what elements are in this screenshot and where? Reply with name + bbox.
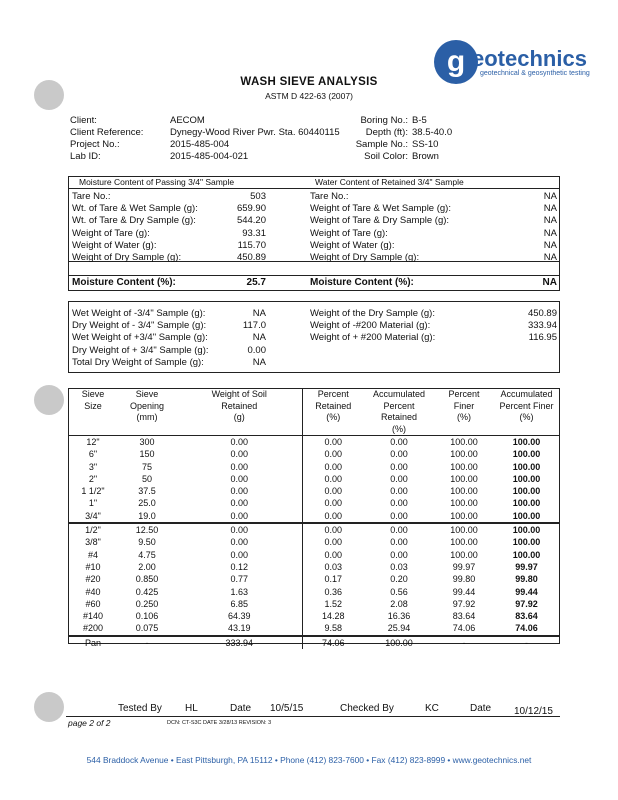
- sieve-table-box: [68, 388, 560, 648]
- sieve-cell: 74.06: [515, 623, 538, 634]
- column-header-line: Size: [84, 400, 102, 411]
- sieve-cell: 0.56: [390, 586, 408, 597]
- sieve-cell: 333.94: [225, 637, 254, 648]
- tested-date-value: 10/5/15: [270, 703, 304, 714]
- sieve-cell: 0.00: [230, 486, 249, 497]
- sieve-cell: 0.00: [390, 549, 408, 560]
- column-header-line: Sieve: [135, 389, 159, 399]
- sieve-cell: 1 1/2": [81, 486, 105, 497]
- pan-row: [69, 636, 559, 649]
- value-row: [307, 308, 560, 320]
- color-value: Brown: [412, 151, 439, 162]
- row-label: Weight of Tare & Wet Sample (g):: [310, 203, 451, 215]
- row-value: 503: [250, 191, 266, 202]
- sieve-row: [69, 448, 559, 460]
- sieve-row: [69, 485, 559, 497]
- sieve-cell: 6": [88, 449, 98, 460]
- value-row: [69, 345, 269, 357]
- row-label: Weight of -#200 Material (g):: [310, 320, 431, 332]
- sieve-cell: 0.00: [390, 498, 408, 509]
- sieve-cell: -: [462, 637, 466, 648]
- sieve-cell: 0.00: [390, 510, 408, 521]
- date-label: Date: [230, 703, 252, 714]
- sieve-cell: -: [145, 637, 149, 648]
- sieve-row: [69, 598, 559, 610]
- column-header-line: Finer: [453, 400, 475, 411]
- row-value: NA: [252, 332, 266, 344]
- row-label: Weight of + #200 Material (g):: [310, 332, 436, 344]
- column-header-line: Accumulated: [500, 389, 553, 399]
- client-label: Client:: [70, 115, 97, 126]
- sieve-cell: 99.80: [452, 574, 476, 585]
- footer-address: 544 Braddock Avenue • East Pittsburgh, PA 15112 • Phone (412) 823-7600 • Fax (412) 823-8999 • www.geotechnics.net: [86, 755, 532, 765]
- sieve-cell: #200: [82, 623, 104, 634]
- sieve-cell: 100.00: [450, 486, 478, 497]
- client-value: AECOM: [170, 115, 205, 126]
- column-header-line: Percent: [448, 389, 480, 399]
- row-value: NA: [252, 308, 266, 319]
- column-header-line: (%): [326, 412, 341, 422]
- sieve-cell: 9.58: [302, 622, 364, 635]
- sieve-cell: 1/2": [85, 525, 101, 536]
- value-row: [69, 203, 269, 215]
- right-moisture-table: [307, 191, 560, 264]
- sieve-cell: 100.00: [450, 549, 478, 560]
- sieve-cell: 99.44: [452, 586, 476, 597]
- row-value: 659.90: [236, 203, 266, 215]
- row-label: Weight of Water (g):: [310, 239, 395, 251]
- row-label: Weight of Tare (g):: [72, 227, 150, 239]
- column-header-line: Sieve: [81, 389, 105, 399]
- sample-weights-box: [68, 301, 560, 373]
- row-label: Dry Weight of + 3/4" Sample (g):: [72, 344, 209, 356]
- sieve-cell: 0.00: [390, 473, 408, 484]
- sieve-header-row: [69, 389, 559, 436]
- value-row: [307, 240, 560, 252]
- right-section-header: Water Content of Retained 3/4" Sample: [315, 177, 464, 187]
- row-value: 544.20: [236, 215, 266, 227]
- sample-info: [354, 115, 452, 163]
- sieve-cell: 0.00: [230, 461, 249, 472]
- row-label: Wet Weight of +3/4" Sample (g):: [72, 332, 208, 344]
- left-moisture-value: 25.7: [246, 277, 266, 288]
- sieve-cell: 19.0: [138, 510, 156, 521]
- sieve-row: [69, 622, 559, 635]
- sieve-cell: 16.36: [387, 611, 411, 622]
- value-row: [307, 191, 560, 203]
- sieve-cell: 97.92: [515, 598, 538, 609]
- boring-label: Boring No.:: [360, 115, 408, 126]
- sieve-cell: 100.00: [450, 473, 478, 484]
- row-value: NA: [543, 252, 557, 264]
- sieve-cell: 100.00: [512, 498, 541, 509]
- sieve-cell: 100.00: [512, 449, 541, 460]
- date-label: Date: [470, 703, 492, 714]
- sieve-row: [69, 436, 559, 449]
- sieve-cell: 100.00: [512, 461, 541, 472]
- sieve-cell: 0.00: [230, 525, 249, 536]
- sieve-cell: 6.85: [230, 598, 249, 609]
- sieve-cell: 9.50: [138, 537, 156, 548]
- sieve-row: [69, 497, 559, 509]
- sieve-cell: 0.00: [302, 523, 364, 536]
- sieve-cell: 150: [139, 449, 155, 460]
- sieve-row: [69, 536, 559, 548]
- row-value: NA: [543, 203, 557, 215]
- column-header-line: Accumulated: [372, 389, 426, 399]
- sieve-cell: 74.06: [452, 623, 476, 634]
- sieve-cell: 100.00: [450, 510, 478, 521]
- project-label: Project No.:: [70, 139, 120, 150]
- right-weights-table: [307, 308, 560, 345]
- column-header-line: Weight of Soil: [211, 389, 267, 399]
- sieve-table: [69, 389, 559, 649]
- binder-hole: [34, 692, 64, 722]
- row-label: Weight of Tare & Dry Sample (g):: [310, 215, 450, 227]
- column-header: [302, 389, 364, 436]
- row-value: 0.00: [247, 344, 266, 356]
- value-row: [307, 203, 560, 215]
- column-header: [434, 389, 494, 436]
- sieve-cell: 1.63: [230, 586, 249, 597]
- sieve-cell: 100.00: [450, 498, 478, 509]
- sieve-cell: 100.00: [450, 449, 478, 460]
- value-row: [307, 228, 560, 240]
- sieve-cell: 100.00: [450, 461, 478, 472]
- sieve-cell: 3": [88, 461, 98, 472]
- row-label: Tare No.:: [310, 191, 349, 202]
- value-row: [307, 332, 560, 344]
- sieve-cell: 99.97: [452, 561, 476, 572]
- depth-label: Depth (ft):: [365, 127, 408, 138]
- sieve-cell: 0.00: [230, 510, 249, 521]
- column-header: [117, 389, 177, 436]
- sieve-cell: 100.00: [512, 510, 541, 521]
- project-value: 2015-485-004: [170, 139, 230, 150]
- sieve-cell: -: [525, 637, 528, 648]
- client-info: [70, 115, 340, 163]
- sieve-cell: #40: [85, 586, 101, 597]
- column-header: [364, 389, 434, 436]
- sieve-cell: 0.03: [302, 561, 364, 573]
- moisture-content-box: [68, 176, 560, 291]
- logo-letter: g: [446, 45, 466, 78]
- sieve-row: [69, 573, 559, 585]
- column-header-line: Retained: [315, 400, 352, 411]
- value-row: [307, 252, 560, 264]
- value-row: [69, 215, 269, 227]
- checked-by-label: Checked By: [340, 703, 394, 714]
- sieve-cell: 99.97: [515, 561, 538, 572]
- sieve-cell: 83.64: [515, 611, 538, 622]
- sieve-cell: 25.0: [138, 498, 156, 509]
- sieve-row: [69, 510, 559, 523]
- row-label: Weight of Dry Sample (g):: [310, 252, 420, 264]
- row-value: NA: [252, 356, 266, 368]
- row-label: Total Dry Weight of Sample (g):: [72, 356, 204, 368]
- sieve-cell: 74.06: [302, 636, 364, 649]
- sieve-cell: 0.425: [135, 586, 159, 597]
- row-value: 116.95: [528, 332, 557, 344]
- sieve-cell: 0.03: [390, 561, 408, 572]
- value-row: [69, 308, 269, 320]
- column-header-line: Opening: [129, 400, 165, 411]
- logo-name: eotechnics: [472, 46, 587, 71]
- sieve-cell: 0.36: [302, 586, 364, 598]
- value-row: [307, 320, 560, 332]
- client-ref-label: Client Reference:: [70, 127, 144, 138]
- row-value: 450.89: [527, 308, 557, 319]
- sieve-cell: 0.00: [230, 473, 249, 484]
- sieve-cell: 0.250: [135, 598, 159, 609]
- right-moisture-value: NA: [542, 277, 557, 288]
- lab-label: Lab ID:: [70, 151, 101, 162]
- sieve-cell: 0.00: [390, 486, 408, 497]
- value-row: [69, 228, 269, 240]
- document-code: DCN: CT-S3C DATE 3/28/13 REVISION: 3: [167, 720, 272, 726]
- sieve-row: [69, 610, 559, 622]
- sieve-cell: #4: [87, 549, 98, 560]
- sieve-cell: 12": [86, 437, 100, 447]
- row-label: Weight of Tare (g):: [310, 227, 388, 239]
- sieve-cell: 0.00: [302, 461, 364, 473]
- sieve-cell: 0.00: [390, 449, 408, 460]
- sieve-cell: 75: [141, 461, 152, 472]
- sieve-cell: 0.00: [390, 525, 408, 536]
- boring-value: B-5: [412, 115, 427, 126]
- color-label: Soil Color:: [364, 151, 408, 162]
- sieve-cell: 3/4": [85, 510, 101, 521]
- left-moisture-label: Moisture Content (%):: [72, 277, 176, 288]
- sieve-cell: 100.00: [450, 525, 478, 536]
- sieve-cell: 100.00: [450, 437, 478, 447]
- value-row: [69, 240, 269, 252]
- sieve-cell: 99.44: [515, 586, 538, 597]
- row-label: Dry Weight of - 3/4" Sample (g):: [72, 320, 207, 332]
- sieve-cell: 0.00: [302, 485, 364, 497]
- sieve-cell: 64.39: [227, 611, 251, 622]
- left-moisture-table: [69, 191, 269, 264]
- row-label: Wt. of Tare & Dry Sample (g):: [72, 215, 196, 227]
- sieve-cell: 0.00: [302, 549, 364, 561]
- binder-hole: [34, 385, 64, 415]
- sieve-cell: #60: [85, 598, 101, 609]
- sieve-row: [69, 561, 559, 573]
- value-row: [69, 191, 269, 203]
- column-header-line: Percent Finer: [499, 400, 554, 411]
- sieve-cell: #10: [85, 561, 101, 572]
- sieve-cell: 97.92: [452, 598, 476, 609]
- sieve-cell: 0.00: [230, 537, 249, 548]
- value-row: [69, 320, 269, 332]
- column-header-line: (%): [457, 412, 471, 422]
- value-row: [307, 215, 560, 227]
- page-number: page 2 of 2: [68, 718, 111, 728]
- sieve-cell: 0.00: [230, 437, 249, 447]
- column-header-line: [71, 412, 115, 424]
- sample-value: SS-10: [412, 139, 439, 150]
- sieve-cell: 0.00: [302, 448, 364, 460]
- sieve-cell: 0.00: [390, 537, 408, 548]
- sieve-row: [69, 586, 559, 598]
- checked-date-value: 10/12/15: [514, 706, 553, 717]
- sieve-cell: 2": [88, 473, 98, 484]
- sieve-cell: 0.00: [230, 449, 249, 460]
- column-header-line: (mm): [136, 412, 158, 422]
- sieve-cell: 14.28: [302, 610, 364, 622]
- sieve-cell: #20: [85, 574, 101, 585]
- row-label: Weight of Water (g):: [72, 239, 157, 251]
- sieve-cell: 0.00: [302, 473, 364, 485]
- client-ref-value: Dynegy-Wood River Pwr. Sta. 60440115: [170, 127, 340, 138]
- sieve-cell: 1": [88, 498, 98, 509]
- sieve-cell: #140: [82, 611, 104, 622]
- sieve-cell: 0.12: [230, 561, 249, 572]
- sieve-cell: 100.00: [512, 525, 541, 536]
- checked-by-value: KC: [425, 703, 439, 714]
- sieve-cell: 99.80: [515, 574, 538, 585]
- row-value: NA: [543, 227, 557, 239]
- row-value: 93.31: [242, 227, 266, 239]
- sieve-cell: 0.850: [135, 574, 159, 585]
- sample-label: Sample No.:: [355, 139, 408, 150]
- sieve-cell: 2.00: [138, 561, 156, 572]
- sieve-cell: 0.106: [135, 611, 159, 622]
- sieve-cell: 0.00: [302, 510, 364, 523]
- sieve-cell: 100.00: [450, 537, 478, 548]
- value-row: [69, 332, 269, 344]
- sieve-cell: 0.00: [230, 549, 249, 560]
- sieve-row: [69, 461, 559, 473]
- sieve-cell: 0.00: [302, 536, 364, 548]
- sieve-row: [69, 473, 559, 485]
- sieve-cell: 0.77: [230, 574, 249, 585]
- sieve-cell: Pan: [84, 637, 101, 648]
- sieve-row: [69, 549, 559, 561]
- column-header: [494, 389, 559, 436]
- row-value: 117.0: [242, 320, 266, 332]
- sieve-cell: 0.075: [135, 623, 159, 634]
- sieve-cell: 83.64: [452, 611, 476, 622]
- row-label: Weight of Dry Sample (g):: [72, 252, 182, 264]
- sieve-cell: 50: [141, 473, 152, 484]
- column-header-line: (g): [233, 412, 245, 422]
- divider: [69, 275, 559, 276]
- sieve-cell: 4.75: [138, 549, 156, 560]
- row-value: 450.89: [236, 252, 266, 264]
- depth-value: 38.5-40.0: [412, 127, 453, 138]
- value-row: [69, 357, 269, 369]
- sieve-cell: 100.00: [512, 473, 541, 484]
- row-label: Weight of the Dry Sample (g):: [310, 308, 435, 319]
- sieve-cell: 12.50: [135, 525, 159, 536]
- logo-tagline: geotechnical & geosynthetic testing: [480, 70, 590, 77]
- page-title: WASH SIEVE ANALYSIS: [240, 76, 378, 88]
- column-header-line: Retained: [221, 400, 258, 411]
- lab-value: 2015-485-004-021: [170, 151, 249, 162]
- sieve-cell: 3/8": [85, 537, 101, 548]
- sieve-cell: 100.00: [512, 486, 541, 497]
- sieve-cell: 100.00: [512, 537, 541, 548]
- sieve-row: [69, 523, 559, 536]
- row-label: Wet Weight of -3/4" Sample (g):: [72, 308, 206, 319]
- sieve-cell: 2.08: [390, 598, 408, 609]
- tested-by-value: HL: [185, 703, 198, 714]
- column-header-line: (%): [519, 412, 534, 422]
- column-header-line: (%): [392, 423, 406, 434]
- sieve-cell: 0.20: [390, 574, 408, 585]
- row-value: NA: [543, 239, 557, 251]
- left-weights-table: [69, 308, 269, 369]
- row-value: 115.70: [237, 239, 266, 251]
- sieve-cell: 100.00: [512, 437, 541, 447]
- right-moisture-label: Moisture Content (%):: [310, 277, 414, 288]
- row-label: Wt. of Tare & Wet Sample (g):: [72, 203, 198, 215]
- standard-reference: ASTM D 422-63 (2007): [265, 91, 353, 101]
- sieve-cell: 300: [139, 437, 155, 447]
- row-value: NA: [543, 215, 557, 227]
- sieve-cell: 25.94: [387, 623, 411, 634]
- sieve-cell: 0.00: [230, 498, 249, 509]
- tested-by-label: Tested By: [118, 703, 162, 714]
- sieve-cell: 0.00: [302, 497, 364, 509]
- value-row: [69, 252, 269, 264]
- sieve-cell: 0.00: [390, 461, 408, 472]
- left-section-header: Moisture Content of Passing 3/4" Sample: [79, 177, 235, 187]
- row-value: 333.94: [527, 320, 557, 332]
- sieve-cell: 43.19: [227, 623, 251, 634]
- divider: [69, 188, 559, 189]
- column-header: [177, 389, 302, 436]
- sieve-cell: 0.17: [302, 573, 364, 585]
- signoff-divider: [66, 716, 560, 717]
- row-label: Tare No.:: [72, 191, 111, 202]
- sieve-cell: 1.52: [302, 598, 364, 610]
- column-header-line: Percent Retained: [380, 400, 418, 422]
- sieve-cell: 0.00: [390, 437, 408, 447]
- column-header-line: Percent: [317, 389, 349, 399]
- row-value: NA: [543, 191, 557, 202]
- sieve-cell: 0.00: [302, 436, 364, 449]
- sieve-cell: 100.00: [385, 637, 413, 648]
- sieve-cell: 100.00: [512, 549, 541, 560]
- column-header: [69, 389, 117, 436]
- sieve-cell: 37.5: [138, 486, 156, 497]
